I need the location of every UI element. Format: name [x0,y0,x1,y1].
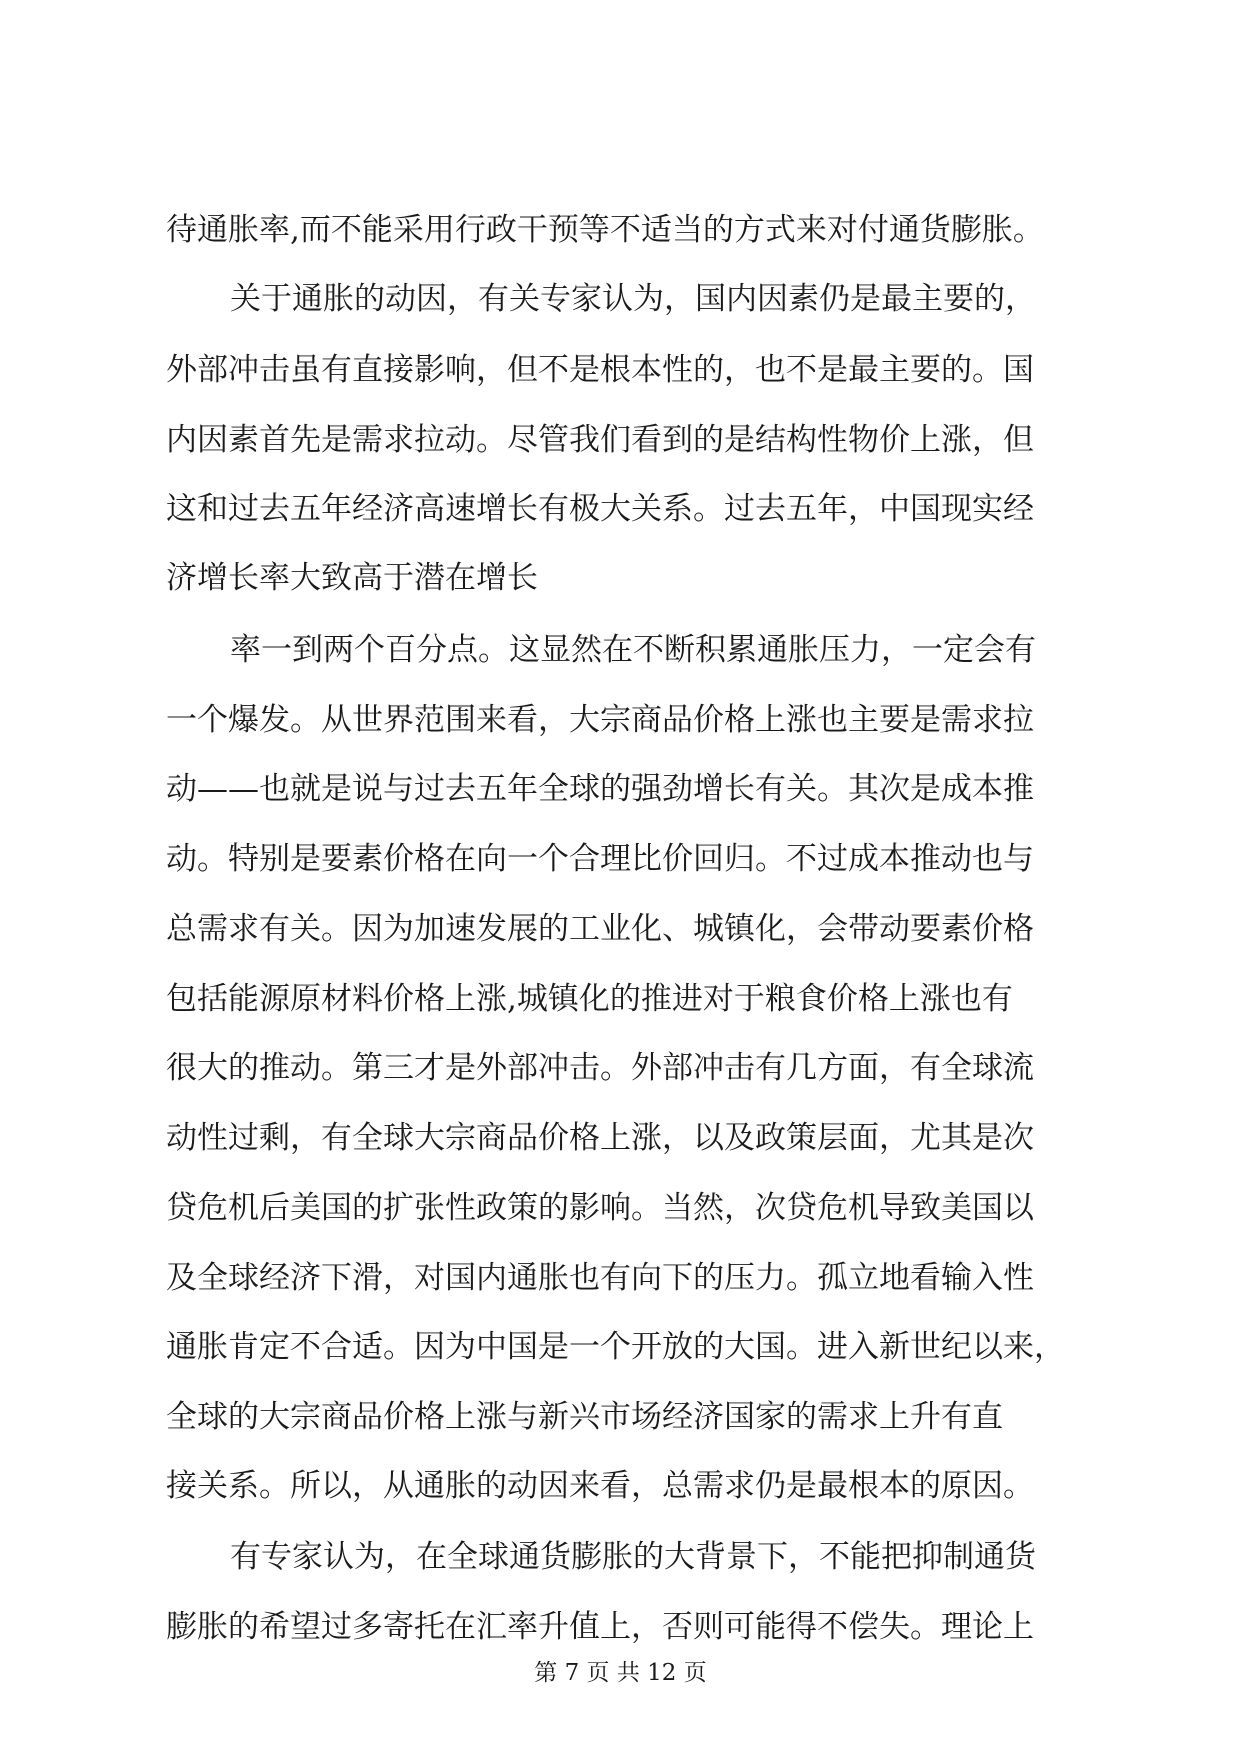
body-text-line: 济增长率大致高于潜在增长 [166,560,538,596]
page-number-footer: 第 7 页 共 12 页 [534,1660,707,1686]
body-text-line: 有专家认为，在全球通货膨胀的大背景下，不能把抑制通货 [230,1539,1036,1575]
body-text-line: 全球的大宗商品价格上涨与新兴市场经济国家的需求上升有直 [166,1399,1003,1435]
body-text-line: 关于通胀的动因，有关专家认为，国内因素仍是最主要的， [230,281,1036,317]
body-text-line: 及全球经济下滑，对国内通胀也有向下的压力。孤立地看输入性 [166,1260,1034,1296]
body-text-line: 动——也就是说与过去五年全球的强劲增长有关。其次是成本推 [166,771,1034,807]
body-text-line: 总需求有关。因为加速发展的工业化、城镇化，会带动要素价格 [166,911,1034,947]
body-text-line: 动。特别是要素价格在向一个合理比价回归。不过成本推动也与 [166,841,1034,877]
body-text-line: 率一到两个百分点。这显然在不断积累通胀压力，一定会有 [230,632,1036,668]
body-text-line: 通胀肯定不合适。因为中国是一个开放的大国。进入新世纪以来， [166,1329,1065,1365]
body-text-line: 膨胀的希望过多寄托在汇率升值上，否则可能得不偿失。理论上 [166,1609,1034,1645]
body-text-line: 接关系。所以，从通胀的动因来看，总需求仍是最根本的原因。 [166,1468,1034,1504]
body-text-line: 外部冲击虽有直接影响，但不是根本性的，也不是最主要的。国 [166,352,1034,388]
body-text-line: 动性过剩，有全球大宗商品价格上涨，以及政策层面，尤其是次 [166,1120,1034,1156]
body-text-line: 一个爆发。从世界范围来看，大宗商品价格上涨也主要是需求拉 [166,702,1034,738]
body-text-line: 内因素首先是需求拉动。尽管我们看到的是结构性物价上涨，但 [166,422,1034,458]
body-text-line: 待通胀率,而不能采用行政干预等不适当的方式来对付通货膨胀。 [166,212,1044,248]
body-text-line: 贷危机后美国的扩张性政策的影响。当然，次贷危机导致美国以 [166,1190,1034,1226]
body-text-line: 包括能源原材料价格上涨,城镇化的推进对于粮食价格上涨也有 [166,981,1013,1017]
body-text-line: 这和过去五年经济高速增长有极大关系。过去五年，中国现实经 [166,491,1034,527]
body-text-line: 很大的推动。第三才是外部冲击。外部冲击有几方面，有全球流 [166,1050,1034,1086]
